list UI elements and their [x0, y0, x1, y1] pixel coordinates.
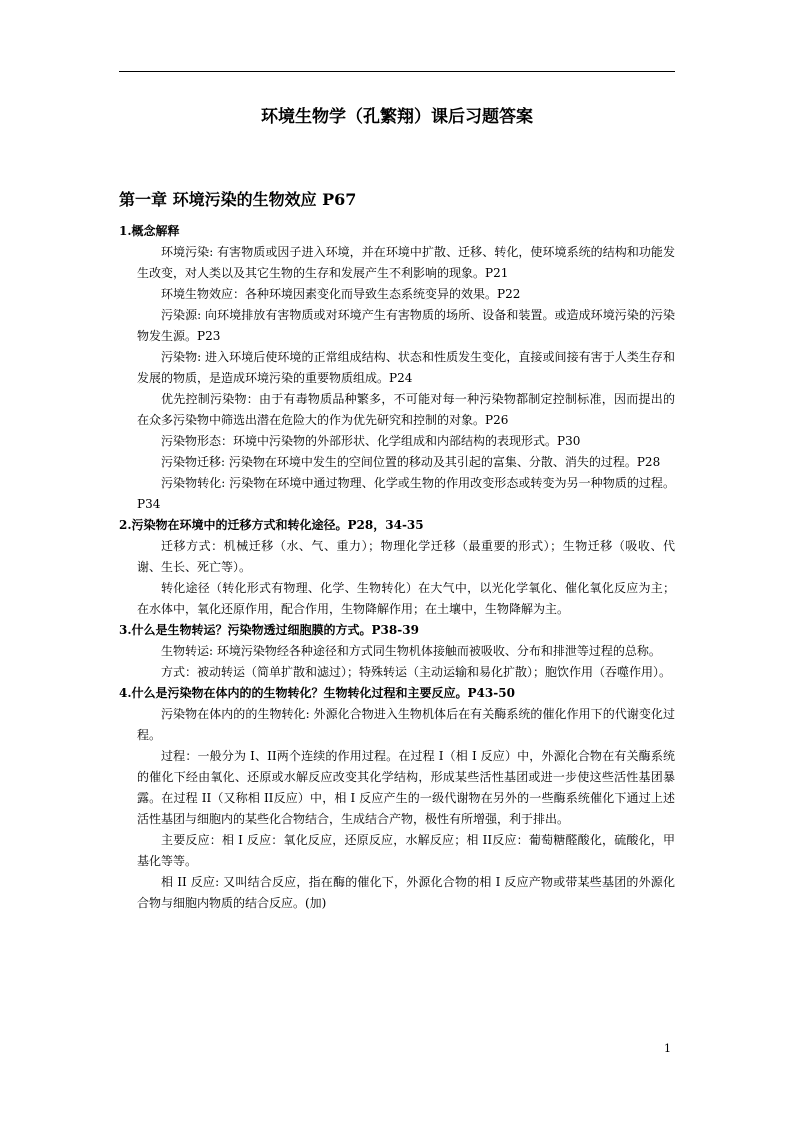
section-heading: 1.概念解释: [119, 224, 180, 238]
section-3: [119, 620, 675, 683]
paragraph: 污染物转化: 污染物在环境中通过物理、化学或生物的作用改变形态或转变为另一种物质的过程。P34: [137, 476, 675, 511]
paragraph: 迁移方式：机械迁移（水、气、重力）；物理化学迁移（最重要的形式）；生物迁移（吸收、代谢、生长、死亡等）。: [137, 539, 675, 574]
section-heading: 2.污染物在环境中的迁移方式和转化途径。P28，34-35: [119, 518, 424, 532]
section-1: [119, 221, 675, 515]
section-4: [119, 683, 675, 914]
paragraph: 环境生物效应：各种环境因素变化而导致生态系统变异的效果。P22: [161, 287, 521, 301]
paragraph: 转化途径（转化形式有物理、化学、生物转化）在大气中，以光化学氧化、催化氧化反应为主；在水体中，氧化还原作用，配合作用，生物降解作用；在土壤中，生物降解为主。: [137, 581, 675, 616]
section-heading: 4.什么是污染物在体内的的生物转化？生物转化过程和主要反应。P43-50: [119, 686, 515, 700]
paragraph: 过程：一般分为 I、II两个连续的作用过程。在过程 I（相 I 反应）中，外源化合物在有关酶系统的催化下经由氧化、还原或水解反应改变其化学结构，形成某些活性基团或进一步使这些活性基团暴露。在过程 II（又称相 II反应）中，相 I 反应产生的一级代谢物在另外的一些酶系统催化下通过上述活性基团与细胞内的某些化合物结合，生成结合产物，极性有所增强，利于排出。: [137, 749, 675, 826]
paragraph: 环境污染: 有害物质或因子进入环境，并在环境中扩散、迁移、转化，使环境系统的结构和功能发生改变，对人类以及其它生物的生存和发展产生不利影响的现象。P21: [137, 245, 675, 280]
section-heading: 3.什么是生物转运？污染物透过细胞膜的方式。P38-39: [119, 623, 419, 637]
chapter-title: 第一章 环境污染的生物效应 P67: [119, 190, 357, 209]
paragraph: 污染物在体内的的生物转化: 外源化合物进入生物机体后在有关酶系统的催化作用下的代谢变化过程。: [137, 707, 675, 742]
paragraph: 优先控制污染物：由于有毒物质品种繁多，不可能对每一种污染物都制定控制标准，因而提出的在众多污染物中筛选出潜在危险大的作为优先研究和控制的对象。P26: [137, 392, 675, 427]
paragraph: 生物转运: 环境污染物经各种途径和方式同生物机体接触而被吸收、分布和排泄等过程的总称。: [161, 644, 661, 658]
paragraph: 污染物形态：环境中污染物的外部形状、化学组成和内部结构的表现形式。P30: [161, 434, 581, 448]
page-number: 1: [664, 1042, 671, 1055]
paragraph: 相 II 反应: 又叫结合反应，指在酶的催化下，外源化合物的相 I 反应产物或带某些基团的外源化合物与细胞内物质的结合反应。(加): [137, 875, 675, 910]
paragraph: 方式：被动转运（简单扩散和滤过）；特殊转运（主动运输和易化扩散）；胞饮作用（吞噬作用）。: [161, 665, 672, 679]
paragraph: 污染物: 进入环境后使环境的正常组成结构、状态和性质发生变化，直接或间接有害于人类生存和发展的物质，是造成环境污染的重要物质组成。P24: [137, 350, 675, 385]
paragraph: 污染物迁移: 污染物在环境中发生的空间位置的移动及其引起的富集、分散、消失的过程。P28: [161, 455, 661, 469]
paragraph: 污染源: 向环境排放有害物质或对环境产生有害物质的场所、设备和装置。或造成环境污染的污染物发生源。P23: [137, 308, 675, 343]
section-2: [119, 515, 675, 620]
header-rule: [119, 71, 675, 72]
paragraph: 主要反应：相 I 反应：氧化反应，还原反应，水解反应；相 II反应：葡萄糖醛酸化，硫酸化，甲基化等等。: [137, 833, 675, 868]
document-body: [119, 221, 675, 914]
document-title: 环境生物学（孔繁翔）课后习题答案: [261, 107, 533, 127]
